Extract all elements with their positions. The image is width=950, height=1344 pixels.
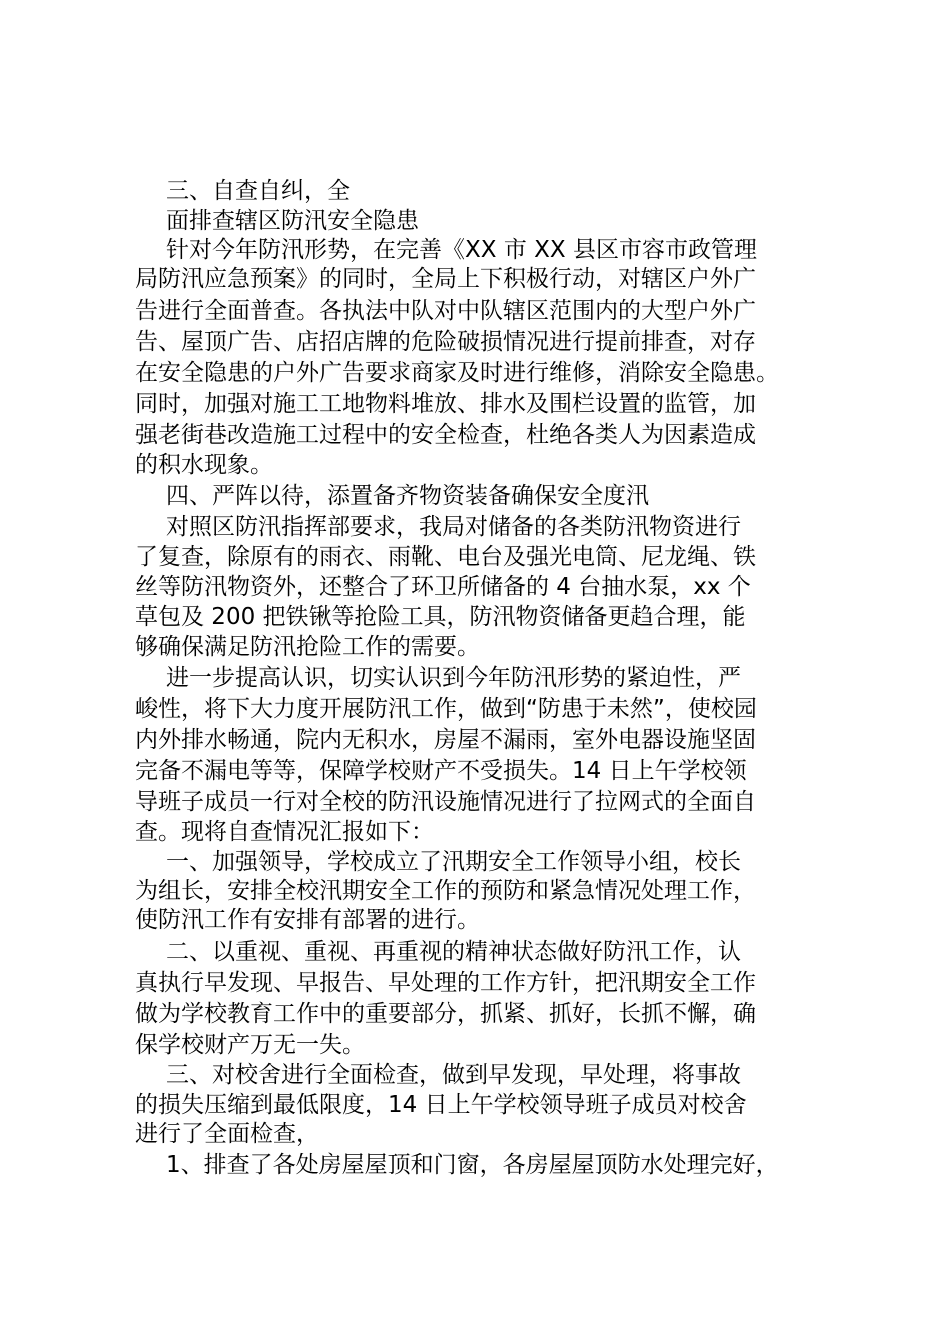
text-line: 三、对校舍进行全面检查，做到早发现，早处理，将事故: [166, 1062, 741, 1088]
text-line: 四、严阵以待，添置备齐物资装备确保安全度汛: [166, 483, 649, 509]
text-line: 了复查，除原有的雨衣、雨靴、电台及强光电筒、尼龙绳、铁: [135, 544, 756, 570]
text-line: 三、自查自纠，全: [166, 178, 350, 204]
text-line: 进一步提高认识，切实认识到今年防汛形势的紧迫性，严: [166, 665, 741, 691]
text-line: 二、以重视、重视、再重视的精神状态做好防汛工作，认: [166, 939, 741, 965]
text-line: 导班子成员一行对全校的防汛设施情况进行了拉网式的全面自: [135, 789, 756, 815]
text-line: 查。现将自查情况汇报如下：: [135, 819, 434, 845]
text-line: 同时，加强对施工工地物料堆放、排水及围栏设置的监管，加: [135, 391, 756, 417]
text-line: 真执行早发现、早报告、早处理的工作方针，把汛期安全工作: [135, 970, 756, 996]
text-line: 告、屋顶广告、店招店牌的危险破损情况进行提前排查，对存: [135, 329, 756, 355]
text-line: 强老街巷改造施工过程中的安全检查，杜绝各类人为因素造成: [135, 422, 756, 448]
text-line: 面排查辖区防汛安全隐患: [166, 208, 419, 234]
text-line: 为组长，安排全校汛期安全工作的预防和紧急情况处理工作，: [135, 878, 756, 904]
text-line: 的积水现象。: [135, 452, 273, 478]
text-line: 1、排查了各处房屋屋顶和门窗，各房屋屋顶防水处理完好，: [166, 1152, 779, 1178]
text-line: 使防汛工作有安排有部署的进行。: [135, 907, 480, 933]
text-line: 够确保满足防汛抢险工作的需要。: [135, 634, 480, 660]
text-line: 峻性，将下大力度开展防汛工作，做到“防患于未然”，使校园: [135, 696, 757, 722]
text-line: 告进行全面普查。各执法中队对中队辖区范围内的大型户外广: [135, 298, 756, 324]
text-line: 局防汛应急预案》的同时，全局上下积极行动，对辖区户外广: [135, 266, 756, 292]
text-line: 一、加强领导，学校成立了汛期安全工作领导小组，校长: [166, 849, 741, 875]
text-line: 内外排水畅通，院内无积水，房屋不漏雨，室外电器设施坚固: [135, 727, 756, 753]
text-line: 进行了全面检查，: [135, 1121, 319, 1147]
text-line: 的损失压缩到最低限度，14 日上午学校领导班子成员对校舍: [135, 1092, 747, 1118]
text-line: 完备不漏电等等，保障学校财产不受损失。14 日上午学校领: [135, 758, 747, 784]
text-line: 对照区防汛指挥部要求，我局对储备的各类防汛物资进行: [166, 514, 741, 540]
text-line: 针对今年防汛形势，在完善《XX 市 XX 县区市容市政管理: [166, 237, 757, 263]
text-line: 在安全隐患的户外广告要求商家及时进行维修，消除安全隐患。: [135, 360, 779, 386]
text-line: 做为学校教育工作中的重要部分，抓紧、抓好，长抓不懈，确: [135, 1001, 756, 1027]
text-line: 草包及 200 把铁锹等抢险工具，防汛物资储备更趋合理，能: [135, 604, 746, 630]
text-line: 保学校财产万无一失。: [135, 1032, 365, 1058]
text-line: 丝等防汛物资外，还整合了环卫所储备的 4 台抽水泵，xx 个: [135, 574, 751, 600]
